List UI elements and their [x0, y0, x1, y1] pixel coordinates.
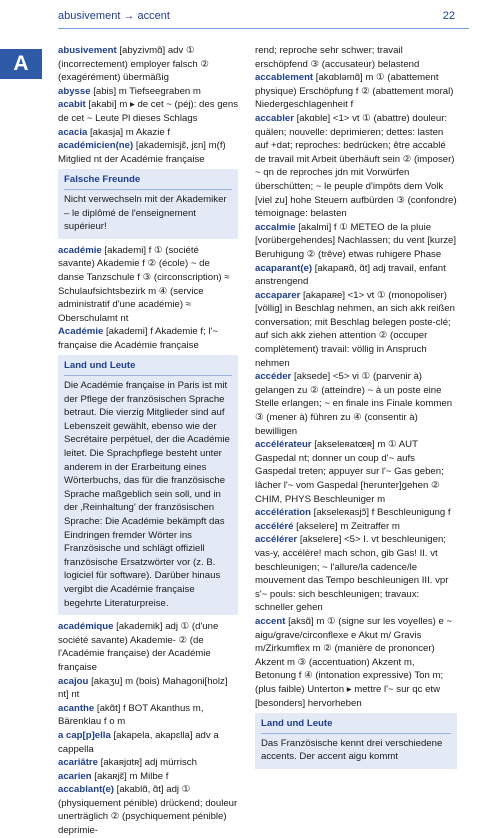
entry-lemma: académie — [58, 244, 102, 256]
entry-lemma: accélérateur — [255, 439, 312, 451]
dictionary-entry — [58, 702, 238, 729]
dictionary-entry — [255, 506, 457, 520]
culture-note-box — [255, 713, 457, 769]
entry-list — [255, 44, 457, 710]
entry-definition: [akalmi] f ① METEO de la pluie [vorübergehendes] Nachlassen; du vent [kurze] Beruhigung ② (trêve) etwas ruhigere Phase — [255, 221, 457, 260]
entry-lemma: accalmie — [255, 221, 296, 233]
entry-definition: [abyzivmɑ̃] adv ① (incorrectement) employer falsch ② (exagérément) übermäßig — [58, 45, 209, 84]
entry-definition: [akselere] m Zeitraffer m — [293, 520, 400, 532]
dictionary-entry — [58, 244, 238, 326]
dictionary-entry — [58, 729, 238, 756]
entry-lemma: abusivement — [58, 45, 117, 56]
entry-definition: [akademi] f Akademie f; l'~ française die Académie française — [58, 326, 218, 351]
entry-lemma: abysse — [58, 85, 91, 97]
entry-definition: [akɑbləmɑ̃] m ① (abattement physique) Erschöpfung f ② (abattement moral) Niedergeschlagenheit f — [255, 72, 454, 111]
entry-definition: [akapela, akapɛlla] adv a cappella — [58, 729, 219, 755]
entry-list-middle — [58, 244, 238, 353]
entry-list-bottom — [58, 620, 238, 838]
entry-definition: rend; reproche sehr schwer; travail erschöpfend ③ (accusateur) belastend — [255, 45, 420, 70]
dictionary-entry — [58, 770, 238, 784]
dictionary-entry — [255, 289, 457, 371]
entry-lemma: Académie — [58, 326, 104, 338]
entry-lemma: acarien — [58, 770, 92, 782]
dictionary-entry — [58, 620, 238, 674]
dictionary-entry — [255, 533, 457, 615]
entry-lemma: accabler — [255, 112, 294, 124]
dictionary-entry — [58, 98, 238, 125]
entry-lemma: accéder — [255, 371, 292, 383]
box-title: Land und Leute — [261, 717, 451, 734]
entry-definition: [akasja] m Akazie f — [87, 126, 170, 138]
entry-lemma: accent — [255, 615, 286, 627]
entry-lemma: accélération — [255, 507, 311, 519]
false-friends-box — [58, 169, 238, 238]
entry-definition: [akaʀjɑtʀ] adj mürrisch — [98, 757, 197, 769]
box-body: Die Académie française in Paris ist mit der Pflege der französischen Sprache betraut. Die vierzig Mitglieder sind auf Lebenszeit gewählt, ebenso wie der Secrétaire perpétuel, der die Académie leitet. Die Sprachpflege besteht unter anderem in der Erarbeitung eines Wörterbuchs, das für die französische Sprache maßgeblich sein soll, und in der ‚Reinhaltung' der französischen Sprache: Die Académie bekämpft das Eindringen fremder Wörter ins Französische und schlägt offiziell französische Ersatzwörter vor (z. B. logiciel für software). Darüber hinaus vergibt die Académie française begehrte Literaturpreise. — [64, 380, 230, 609]
entry-definition: [akademi] f ① (société savante) Akademie f ② (école) ~ de danse Tanzschule f ③ (circonscription) ≈ Schulaufsichtsbezirk m ④ (service administratif d'une académie) ≈ Oberschulamt nt — [58, 244, 230, 324]
entry-lemma: accablant(e) — [58, 784, 114, 796]
box-title: Land und Leute — [64, 359, 232, 376]
entry-lemma: acabit — [58, 99, 86, 111]
dictionary-entry — [58, 756, 238, 770]
entry-definition: [akɑble] <1> vt ① (abattre) douleur: quälen; nouvelle: deprimieren; dettes: lasten auf +dat; reproches: bedrücken; être accablé de travail mit Arbeit überhäuft sein ② (imposer) ~ qn de reproches jdn mit Vorwürfen überschütten; ~ le peuple d'impôts dem Volk [viel zu] hohe Steuern aufbürden ③ (confondre) témoignage: belasten — [255, 112, 457, 220]
dictionary-entry — [255, 615, 457, 710]
entry-lemma: académicien(ne) — [58, 140, 134, 152]
dictionary-entry — [255, 262, 457, 289]
box-title: Falsche Freunde — [64, 173, 232, 190]
entry-list-top — [58, 44, 238, 166]
entry-lemma: accablement — [255, 72, 314, 84]
culture-note-box — [58, 355, 238, 615]
column-left — [58, 44, 238, 838]
entry-definition: [akademisjɛ̃, jɛn] m(f) Mitglied nt der Académie française — [58, 140, 226, 165]
dictionary-entry — [58, 85, 238, 99]
header-rule — [58, 28, 469, 29]
box-body: Nicht verwechseln mit der Akademiker – le diplômé de l'enseignement supérieur! — [64, 193, 227, 233]
entry-lemma: académique — [58, 621, 114, 633]
running-headwords: abusivement → accent — [58, 10, 170, 22]
column-right — [255, 44, 457, 774]
dictionary-entry — [255, 370, 457, 438]
entry-lemma: accaparer — [255, 289, 301, 301]
entry-definition: [akabi] m ▸ de cet ~ (péj): des gens de cet ~ Leute Pl dieses Schlags — [58, 99, 238, 124]
dictionary-entry — [58, 675, 238, 702]
dictionary-entry — [255, 221, 457, 262]
page-number: 22 — [442, 10, 455, 22]
entry-definition: [akɑ̃t] f BOT Akanthus m, Bärenklau f o m — [58, 702, 204, 728]
entry-definition: [aksede] <5> vi ① (parvenir à) gelangen zu ② (atteindre) ~ à un poste eine Stelle erlangen; ~ en finale ins Finale kommen ③ (mener à) führen zu ④ (consentir à) bewilligen — [255, 371, 453, 437]
entry-lemma: acariâtre — [58, 757, 99, 769]
box-body: Das Französische kennt drei verschiedene accents. Der accent aigu kommt — [261, 737, 443, 763]
dictionary-entry — [58, 126, 238, 140]
dictionary-entry — [255, 71, 457, 112]
entry-lemma: a cap[p]ella — [58, 729, 111, 741]
entry-definition: [abis] m Tiefseegraben m — [90, 85, 201, 97]
page-header — [0, 0, 483, 40]
entry-definition: [aksɑ̃] m ① (signe sur les voyelles) e ~ aigu/grave/circonflexe e Akut m/ Gravis m/Zirkumflex m ② (manière de prononcer) Akzent m ③ (accentuation) Akzent m, Betonung f ④ (intonation expressive) Ton m; (plus faible) Unterton ▸ mettre l'~ sur qc etw [besonders] hervorheben — [255, 615, 453, 709]
entry-lemma: acaparant(e) — [255, 262, 313, 274]
dictionary-entry — [255, 520, 457, 534]
dictionary-entry — [58, 139, 238, 166]
entry-lemma: accéléré — [255, 520, 294, 532]
entry-definition: [akseleʀasjɔ̃] f Beschleunigung f — [311, 507, 451, 519]
entry-definition: [akselere] <5> I. vt beschleunigen; vas-y, accélère! mach schon, gib Gas! II. vt beschleunigen; ~ l'allure/la cadence/le mouvement das Tempo beschleunigen III. vpr s'~ pouls: sich beschleunigen; travaux: schneller gehen — [255, 534, 449, 614]
dictionary-entry — [58, 44, 238, 85]
entry-definition: [akapaʀe] <1> vt ① (monopoliser) [völlig] in Beschlag nehmen, an sich akk reißen conversation; mit Beschlag belegen poste-clé; auf sich akk ziehen attention ② (occuper complètement) travail: völlig in Anspruch nehmen — [255, 289, 455, 369]
dictionary-entry — [255, 112, 457, 221]
entry-definition: [akseleʀatœʀ] m ① AUT Gaspedal nt; donner un coup d'~ aufs Gaspedal treten; appuyer sur l'~ Gas geben; lâcher l'~ vom Gaspedal [herunter]gehen ② CHIM, PHYS Beschleuniger m — [255, 439, 444, 505]
entry-definition: [akablɑ̃, ɑ̃t] adj ① (physiquement pénible) drückend; douleur unerträglich ② (psychiquement pénible) deprimie- — [58, 784, 238, 837]
entry-definition: [akaʀjɛ̃] m Milbe f — [91, 770, 169, 782]
entry-lemma: accélérer — [255, 534, 298, 546]
entry-lemma: acacia — [58, 126, 88, 138]
dictionary-entry — [58, 325, 238, 352]
letter-tab: A — [0, 49, 42, 79]
entry-definition: [akademik] adj ① (d'une société savante) Akademie- ② (de l'Académie française) der Académie française — [58, 621, 219, 673]
entry-lemma: acajou — [58, 675, 89, 687]
dictionary-entry — [58, 783, 238, 837]
entry-lemma: acanthe — [58, 702, 95, 714]
entry-definition: [akaʒu] m (bois) Mahagoni[holz] nt] nt — [58, 675, 228, 701]
dictionary-entry — [255, 438, 457, 506]
dictionary-entry — [255, 44, 457, 71]
entry-definition: [akapaʀɑ̃, ɑ̃t] adj travail, enfant anstrengend — [255, 262, 446, 288]
